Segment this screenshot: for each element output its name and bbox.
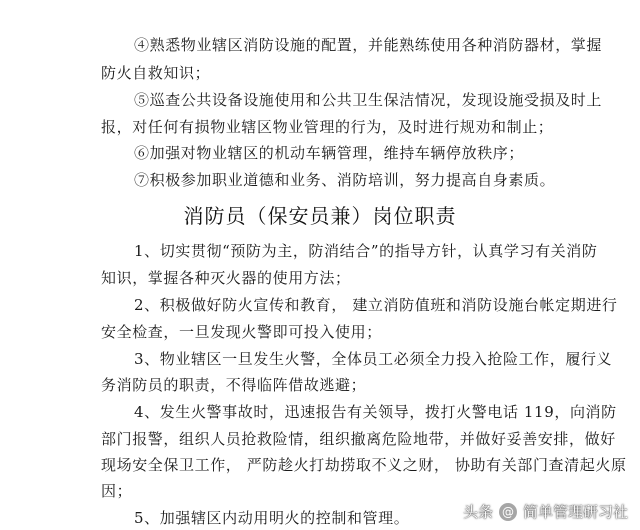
at-icon: @: [499, 503, 517, 521]
watermark-account: 简单管理研习社: [522, 503, 628, 521]
text-line: 防火自救知识；: [101, 64, 211, 82]
text-line: 因；: [101, 482, 133, 500]
text-line: 安全检查，一旦发现火警即可投入使用；: [101, 323, 382, 341]
text-line: 2、积极做好防火宣传和教育， 建立消防值班和消防设施台帐定期进行: [134, 296, 618, 314]
text-line: 1、切实贯彻“预防为主，防消结合”的指导方针，认真学习有关消防: [134, 242, 598, 260]
text-line: 知识，掌握各种灭火器的使用方法；: [101, 269, 351, 287]
text-line: ⑦积极参加职业道德和业务、消防培训，努力提高自身素质。: [134, 171, 556, 189]
text-line: ⑥加强对物业辖区的机动车辆管理，维持车辆停放秩序；: [134, 144, 525, 162]
text-line: 3、物业辖区一旦发生火警，全体员工必须全力投入抢险工作，履行义: [134, 350, 613, 368]
section-title: 消防员（保安员兼）岗位职责: [183, 204, 457, 228]
text-line: 4、发生火警事故时，迅速报告有关领导，拨打火警电话 119，向消防: [134, 403, 617, 421]
watermark-prefix: 头条: [462, 503, 493, 521]
text-line: ⑤巡查公共设备设施使用和公共卫生保洁情况，发现设施受损及时上: [134, 91, 603, 109]
text-line: 报，对任何有损物业辖区物业管理的行为，及时进行规劝和制止；: [101, 118, 554, 136]
text-line: 部门报警，组织人员抢救险情，组织撤离危险地带，并做好妥善安排，做好: [101, 430, 616, 448]
text-line: 现场安全保卫工作， 严防趁火打劫捞取不义之财， 协助有关部门查清起火原: [101, 456, 627, 474]
text-line: ④熟悉物业辖区消防设施的配置，并能熟练使用各种消防器材，掌握: [134, 36, 603, 54]
text-line: 务消防员的职责，不得临阵借故逃避；: [101, 376, 367, 394]
text-line: 5、加强辖区内动用明火的控制和管理。: [134, 509, 410, 527]
watermark: [463, 501, 628, 522]
